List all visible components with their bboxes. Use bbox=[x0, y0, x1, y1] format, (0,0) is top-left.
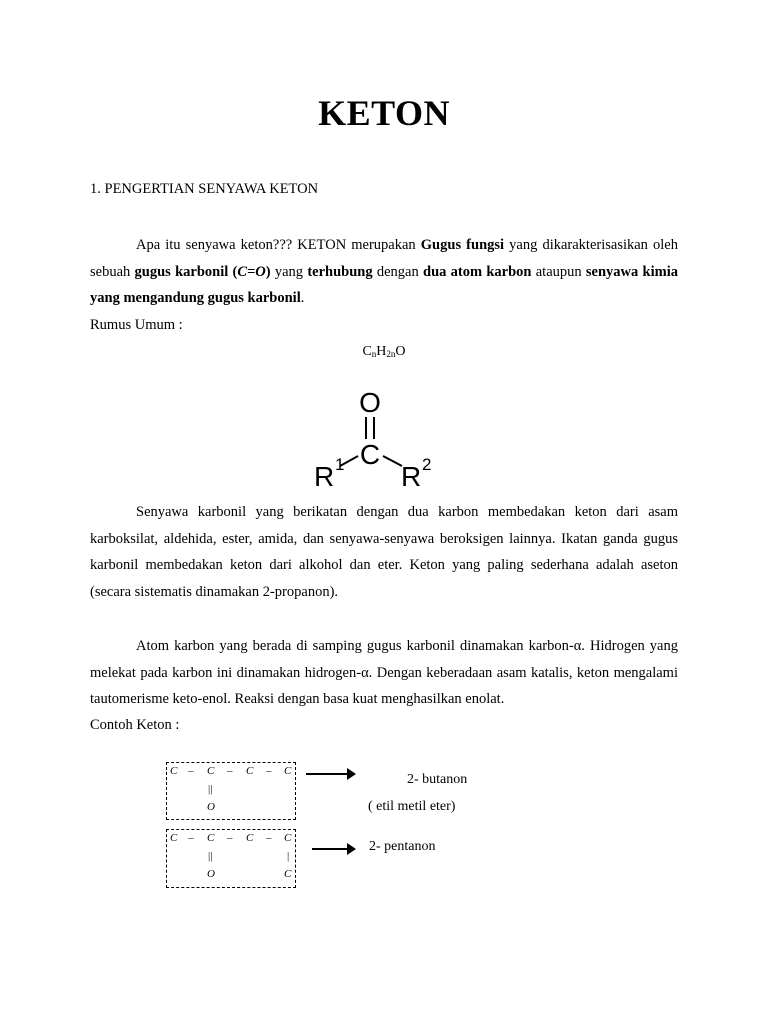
example1-arrow bbox=[306, 773, 354, 775]
structure-carbon-label: C bbox=[359, 439, 381, 470]
example1-chain-row bbox=[167, 763, 295, 781]
example2-arrow bbox=[312, 848, 354, 850]
example2-double-bond: || bbox=[208, 850, 213, 862]
example2-chain-row bbox=[167, 830, 295, 848]
example2-oxygen-row bbox=[167, 866, 295, 884]
paragraph-definition: Apa itu senyawa keton??? KETON merupakan Gugus fungsi yang dikarakterisasikan oleh sebuah gugus karbonil (C=O) yang terhubung dengan dua atom karbon ataupun senyawa kimia yang mengandung gugus karbonil. bbox=[90, 237, 678, 306]
example2-single-bond: | bbox=[287, 850, 290, 862]
example1-atom: C bbox=[246, 765, 254, 777]
structure-r2-superscript: 2 bbox=[422, 455, 432, 474]
structure-r1-superscript: 1 bbox=[335, 455, 345, 474]
example-box-pentanon bbox=[166, 829, 296, 888]
example1-bond: – bbox=[227, 765, 233, 777]
section-heading: 1. PENGERTIAN SENYAWA KETON bbox=[90, 181, 319, 197]
example2-atom: C bbox=[284, 832, 292, 844]
example1-atom: C bbox=[207, 765, 215, 777]
example1-bond: – bbox=[266, 765, 272, 777]
structure-r1-label: R bbox=[314, 461, 335, 492]
example1-oxygen-row bbox=[167, 799, 295, 817]
paragraph-alpha-carbon: Atom karbon yang berada di samping gugus karbonil dinamakan karbon-α. Hidrogen yang melekat pada karbon ini dinamakan hidrogen-α. Dengan keberadaan asam katalis, keton mengalami tautomerisme keto-enol. Reaksi dengan basa kuat menghasilkan enolat. bbox=[90, 638, 678, 707]
example-box-butanon bbox=[166, 762, 296, 820]
example2-bond: – bbox=[227, 832, 233, 844]
example2-atom: C bbox=[246, 832, 254, 844]
example1-name: 2- butanon bbox=[407, 772, 468, 787]
example2-oxygen: O bbox=[207, 868, 215, 880]
example1-note: ( etil metil eter) bbox=[368, 799, 456, 814]
example1-double-bond: || bbox=[208, 783, 213, 795]
example1-atom: C bbox=[170, 765, 178, 777]
example1-bond: – bbox=[188, 765, 194, 777]
structure-oxygen-label: O bbox=[359, 387, 381, 418]
contoh-keton-label: Contoh Keton : bbox=[90, 717, 180, 733]
example2-bond-row bbox=[167, 848, 295, 866]
example1-atom: C bbox=[284, 765, 292, 777]
example1-oxygen: O bbox=[207, 801, 215, 813]
example2-atom: C bbox=[207, 832, 215, 844]
example2-bond: – bbox=[266, 832, 272, 844]
example1-bond-row bbox=[167, 781, 295, 799]
example2-name: 2- pentanon bbox=[369, 839, 436, 854]
rumus-umum-label: Rumus Umum : bbox=[90, 317, 183, 333]
ketone-structure-diagram bbox=[306, 382, 446, 492]
structure-bond-r2 bbox=[383, 456, 402, 466]
general-formula: $C_nH_{2n}O$ bbox=[362, 344, 406, 359]
example2-branch-carbon: C bbox=[284, 868, 292, 880]
page-title: KETON bbox=[318, 93, 450, 133]
example2-bond: – bbox=[188, 832, 194, 844]
structure-r2-label: R bbox=[401, 461, 422, 492]
paragraph-carbonyl: Senyawa karbonil yang berikatan dengan dua karbon membedakan keton dari asam karboksilat, aldehida, ester, amida, dan senyawa-senyawa beroksigen lainnya. Ikatan ganda gugus karbonil membedakan keton dari alkohol dan eter. Keton yang paling sederhana adalah aseton (secara sistematis dinamakan 2-propanon). bbox=[90, 504, 678, 600]
example2-atom: C bbox=[170, 832, 178, 844]
